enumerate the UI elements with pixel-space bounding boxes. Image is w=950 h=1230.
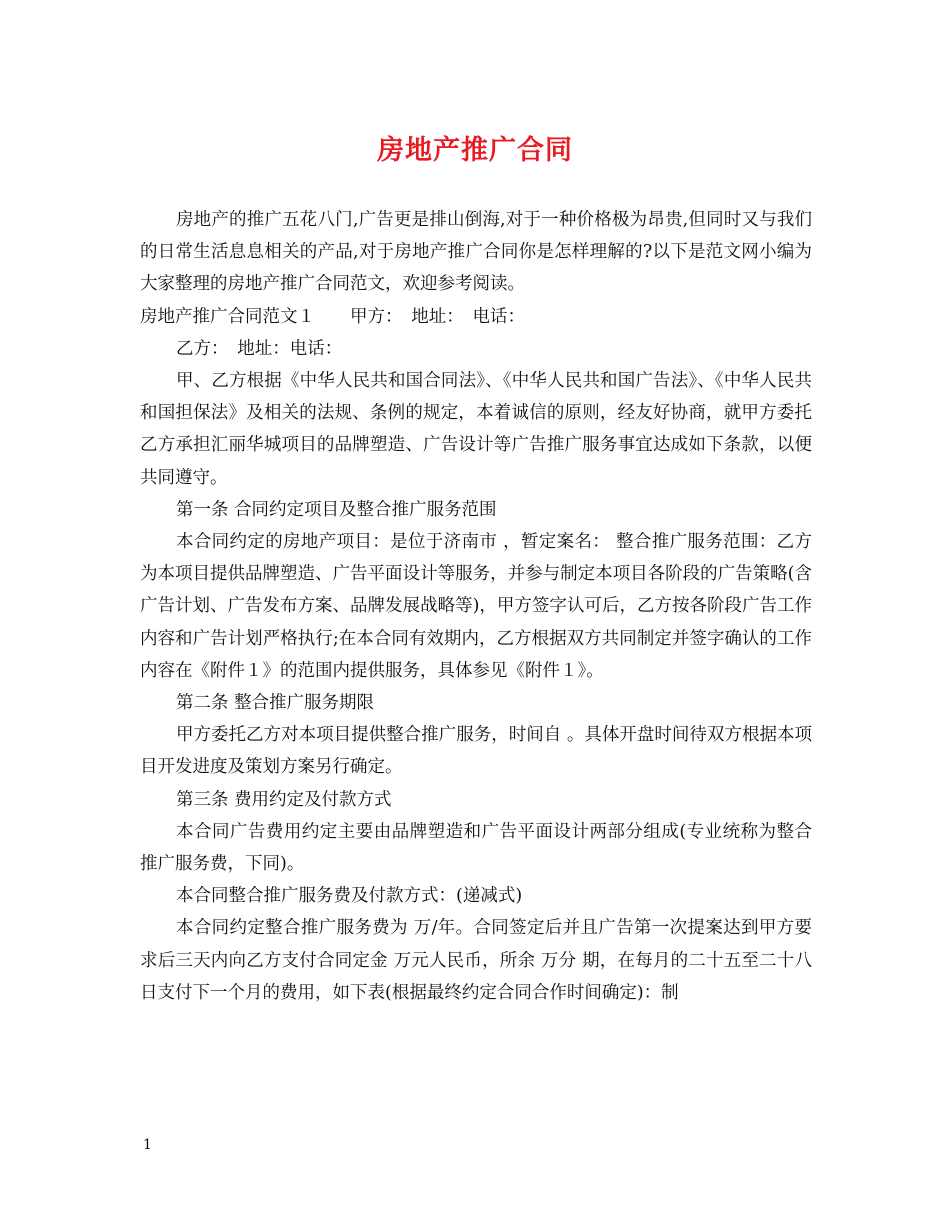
article-1-paragraph: 本合同约定的房地产项目：是位于济南市 ，暂定案名： 整合推广服务范围：乙方为本项目提供品牌塑造、广告平面设计等服务，并参与制定本项目各阶段的广告策略(含广告计划、广告发布方案、品牌发展战略等)，甲方签字认可后，乙方按各阶段广告工作内容和广告计划严格执行;在本合同有效期内，乙方根据双方共同制定并签字确认的工作内容在《附件１》的范围内提供服务，具体参见《附件１》。 [140, 532, 812, 681]
document-body [140, 204, 812, 1009]
article-2-heading: 第二条 整合推广服务期限 [176, 693, 375, 714]
fee-detail-paragraph: 本合同约定整合推广服务费为 万/年。合同签定后并且广告第一次提案达到甲方要求后三天内向乙方支付合同定金 万元人民币，所余 万分 期，在每月的二十五至二十八日支付下一个月的费用，如下表(根据最终约定合同合作时间确定)：制 [140, 918, 812, 1003]
document-title: 房地产推广合同 [377, 135, 573, 166]
page-number: 1 [143, 1137, 152, 1153]
party-b-line: 乙方： 地址：电话： [176, 338, 343, 359]
article-1-heading: 第一条 合同约定项目及整合推广服务范围 [176, 499, 497, 520]
article-3-heading: 第三条 费用约定及付款方式 [176, 789, 392, 810]
preamble-paragraph: 甲、乙方根据《中华人民共和国合同法》、《中华人民共和国广告法》、《中华人民共和国担保法》及相关的法规、条例的规定，本着诚信的原则，经友好协商，就甲方委托乙方承担汇丽华城项目的品牌塑造、广告设计等广告推广服务事宜达成如下条款，以便共同遵守。 [140, 371, 812, 488]
article-3-paragraph: 本合同广告费用约定主要由品牌塑造和广告平面设计两部分组成(专业统称为整合推广服务费，下同)。 [140, 821, 812, 875]
contract-header-line: 房地产推广合同范文１ 甲方： 地址： 电话： [140, 306, 525, 327]
article-2-paragraph: 甲方委托乙方对本项目提供整合推广服务，时间自 。具体开盘时间待双方根据本项目开发进度及策划方案另行确定。 [140, 725, 812, 778]
intro-paragraph: 房地产的推广五花八门,广告更是排山倒海,对于一种价格极为昂贵,但同时又与我们的日常生活息息相关的产品,对于房地产推广合同你是怎样理解的?以下是范文网小编为大家整理的房地产推广合同范文，欢迎参考阅读。 [140, 210, 812, 295]
fee-method-line: 本合同整合推广服务费及付款方式：(递减式) [176, 886, 523, 907]
